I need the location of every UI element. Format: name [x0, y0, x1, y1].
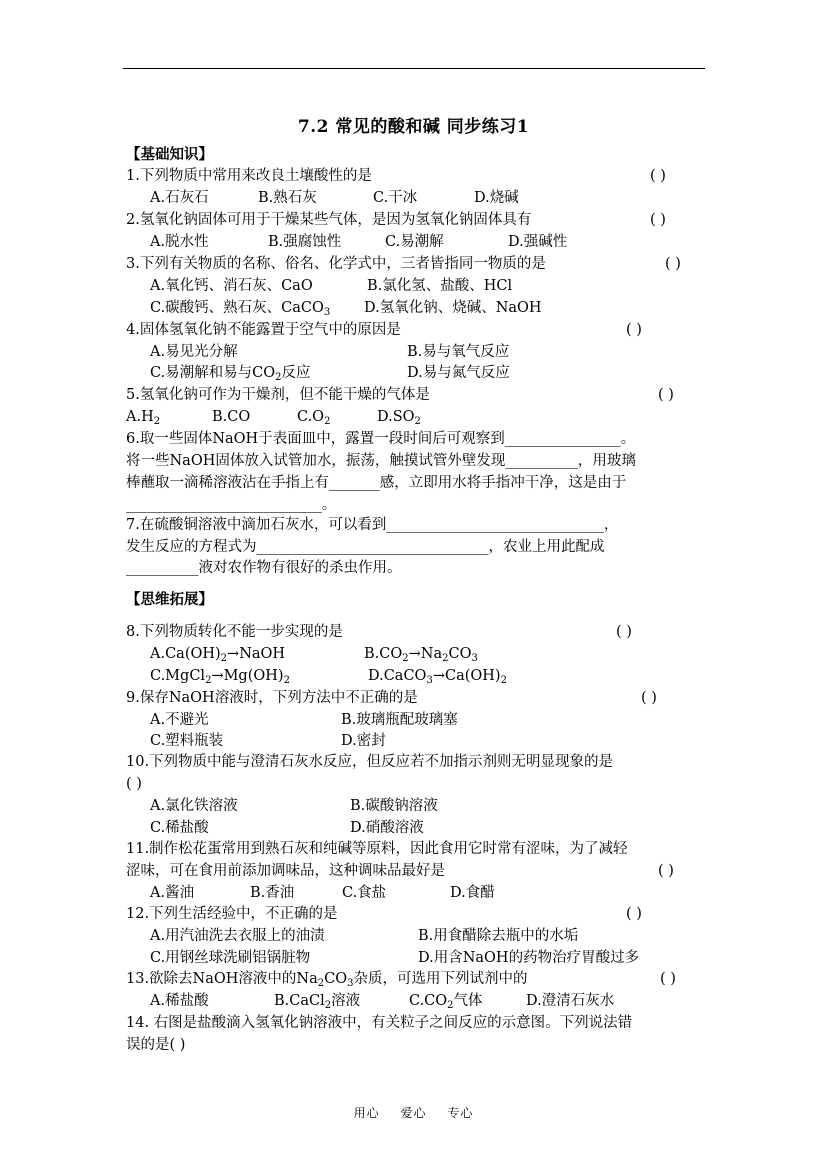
question-7-line-1: 7.在硫酸铜溶液中滴加石灰水，可以看到______________________________，	[126, 517, 619, 533]
q12-option-a: A.用汽油洗去衣服上的油渍	[150, 928, 325, 944]
question-7-line-3: __________液对农作物有很好的杀虫作用。	[126, 560, 402, 576]
question-13: 13.欲除去NaOH溶液中的$Na_2CO_3$杂质，可选用下列试剂中的	[126, 971, 528, 989]
q10-option-b: B.碳酸钠溶液	[350, 798, 438, 814]
answer-paren-11: ( )	[658, 863, 674, 879]
fill-blank[interactable]: __________	[126, 560, 199, 576]
q13-option-a: A.稀盐酸	[150, 993, 209, 1009]
q5-option-a: $A.H_2$	[126, 409, 161, 427]
q12-option-c: C.用钢丝球洗刷铝锅脏物	[150, 950, 311, 966]
footer-text-3: 专心	[447, 1106, 474, 1120]
footer-text-2: 爱心	[400, 1106, 427, 1120]
section-thinking-extension: 【思维拓展】	[126, 591, 213, 608]
q10-option-c: C.稀盐酸	[150, 820, 209, 836]
page-title: 7.2 常见的酸和碱 同步练习1	[297, 117, 530, 137]
q11-option-c: C.食盐	[342, 885, 387, 901]
q3-option-c: C.碳酸钙、熟石灰、CaCO$_3$	[150, 300, 331, 318]
question-6-line-1: 6.取一些固体NaOH于表面皿中，露置一段时间后可观察到________________。	[126, 431, 636, 447]
q11-option-d: D.食醋	[450, 885, 495, 901]
q13-option-d: D.澄清石灰水	[526, 993, 615, 1009]
question-12: 12.下列生活经验中，不正确的是	[126, 906, 338, 922]
question-14-line-2: 误的是( )	[126, 1037, 186, 1053]
question-2: 2.氢氧化钠固体可用于干燥某些气体，是因为氢氧化钠固体具有	[126, 212, 532, 228]
question-6-line-2: 将一些NaOH固体放入试管加水，振荡，触摸试管外壁发现__________，用玻璃	[126, 453, 636, 469]
q3-option-a: A.氧化钙、消石灰、CaO	[150, 278, 313, 294]
q8-option-a: $A.Ca(OH)_2\to NaOH$	[150, 646, 286, 664]
q9-option-a: A.不避光	[150, 712, 209, 728]
section-basic-knowledge: 【基础知识】	[126, 146, 213, 163]
q4-option-c: C.易潮解和易与$CO_2$反应	[150, 365, 311, 383]
answer-paren-12: ( )	[626, 906, 642, 922]
answer-paren-13: ( )	[660, 971, 676, 987]
q11-option-a: A.酱油	[150, 885, 195, 901]
q9-option-d: D.密封	[341, 733, 386, 749]
question-3: 3.下列有关物质的名称、俗名、化学式中，三者皆指同一物质的是	[126, 256, 546, 272]
q12-option-d: D.用含NaOH的药物治疗胃酸过多	[418, 950, 640, 966]
fill-blank[interactable]: ______________________________	[386, 517, 604, 533]
q1-option-b: B.熟石灰	[258, 190, 317, 206]
q13-option-c: $C.CO_2$气体	[409, 993, 483, 1011]
answer-paren-4: ( )	[626, 322, 642, 338]
q10-option-a: A.氯化铁溶液	[150, 798, 238, 814]
q4-option-a: A.易见光分解	[150, 344, 238, 360]
question-6-line-4: ___________________________。	[126, 497, 337, 513]
question-9: 9.保存NaOH溶液时，下列方法中不正确的是	[126, 690, 418, 706]
q2-option-a: A.脱水性	[150, 234, 209, 250]
q2-option-c: C.易潮解	[385, 234, 444, 250]
footer-text-1: 用心	[353, 1106, 380, 1120]
answer-paren-9: ( )	[641, 690, 657, 706]
question-8: 8.下列物质转化不能一步实现的是	[126, 624, 343, 640]
q1-option-a: A.石灰石	[150, 190, 209, 206]
question-11-line-2: 涩味，可在食用前添加调味品，这种调味品最好是	[126, 863, 445, 879]
answer-paren-3: ( )	[665, 256, 681, 272]
question-6-line-3: 棒蘸取一滴稀溶液沾在手指上有_______感，立即用水将手指冲干净，这是由于	[126, 475, 627, 491]
q2-option-b: B.强腐蚀性	[268, 234, 342, 250]
q9-option-c: C.塑料瓶装	[150, 733, 224, 749]
q8-option-d: $D.CaCO_3\to Ca(OH)_2$	[368, 668, 507, 686]
q5-option-c: $C.O_2$	[297, 409, 331, 427]
question-7-line-2: 发生反应的方程式为________________________________，农业上用此配成	[126, 539, 605, 555]
answer-paren-1: ( )	[650, 168, 666, 184]
answer-paren-5: ( )	[658, 387, 674, 403]
q4-option-d: D.易与氮气反应	[407, 365, 510, 381]
q3-option-d: D.氢氧化钠、烧碱、NaOH	[364, 300, 542, 316]
header-rule	[123, 68, 705, 69]
q8-option-b: $B.CO_2\to Na_2CO_3$	[364, 646, 478, 664]
fill-blank[interactable]: _______	[329, 475, 380, 491]
q3-option-b: B.氯化氢、盐酸、HCl	[367, 278, 513, 294]
fill-blank[interactable]: ___________________________	[126, 497, 322, 513]
q1-option-d: D.烧碱	[474, 190, 519, 206]
answer-paren-8: ( )	[616, 624, 632, 640]
question-4: 4.固体氢氧化钠不能露置于空气中的原因是	[126, 322, 401, 338]
fill-blank[interactable]: ________________	[504, 431, 621, 447]
q12-option-b: B.用食醋除去瓶中的水垢	[418, 928, 579, 944]
q1-option-c: C.干冰	[373, 190, 418, 206]
answer-paren-2: ( )	[650, 212, 666, 228]
question-1: 1.下列物质中常用来改良土壤酸性的是	[126, 168, 372, 184]
q5-option-d: $D.SO_2$	[377, 409, 421, 427]
q4-option-b: B.易与氧气反应	[407, 344, 510, 360]
question-10: 10.下列物质中能与澄清石灰水反应，但反应若不加指示剂则无明显现象的是	[126, 754, 614, 770]
answer-paren-10: ( )	[126, 776, 142, 792]
question-5: 5.氢氧化钠可作为干燥剂，但不能干燥的气体是	[126, 387, 430, 403]
q10-option-d: D.硝酸溶液	[350, 820, 424, 836]
q5-option-b: B.CO	[212, 409, 251, 425]
fill-blank[interactable]: ________________________________	[256, 539, 489, 555]
q8-option-c: $C.MgCl_2\to Mg(OH)_2$	[150, 668, 290, 686]
q11-option-b: B.香油	[250, 885, 295, 901]
q2-option-d: D.强碱性	[508, 234, 568, 250]
fill-blank[interactable]: __________	[505, 453, 578, 469]
q13-option-b: B.CaCl$_2$溶液	[274, 993, 361, 1011]
question-11-line-1: 11.制作松花蛋常用到熟石灰和纯碱等原料，因此食用它时常有涩味，为了减轻	[126, 841, 628, 857]
question-14-line-1: 14. 右图是盐酸滴入氢氧化钠溶液中，有关粒子之间反应的示意图。下列说法错	[126, 1015, 633, 1031]
page-footer	[0, 1104, 827, 1121]
q9-option-b: B.玻璃瓶配玻璃塞	[341, 712, 458, 728]
